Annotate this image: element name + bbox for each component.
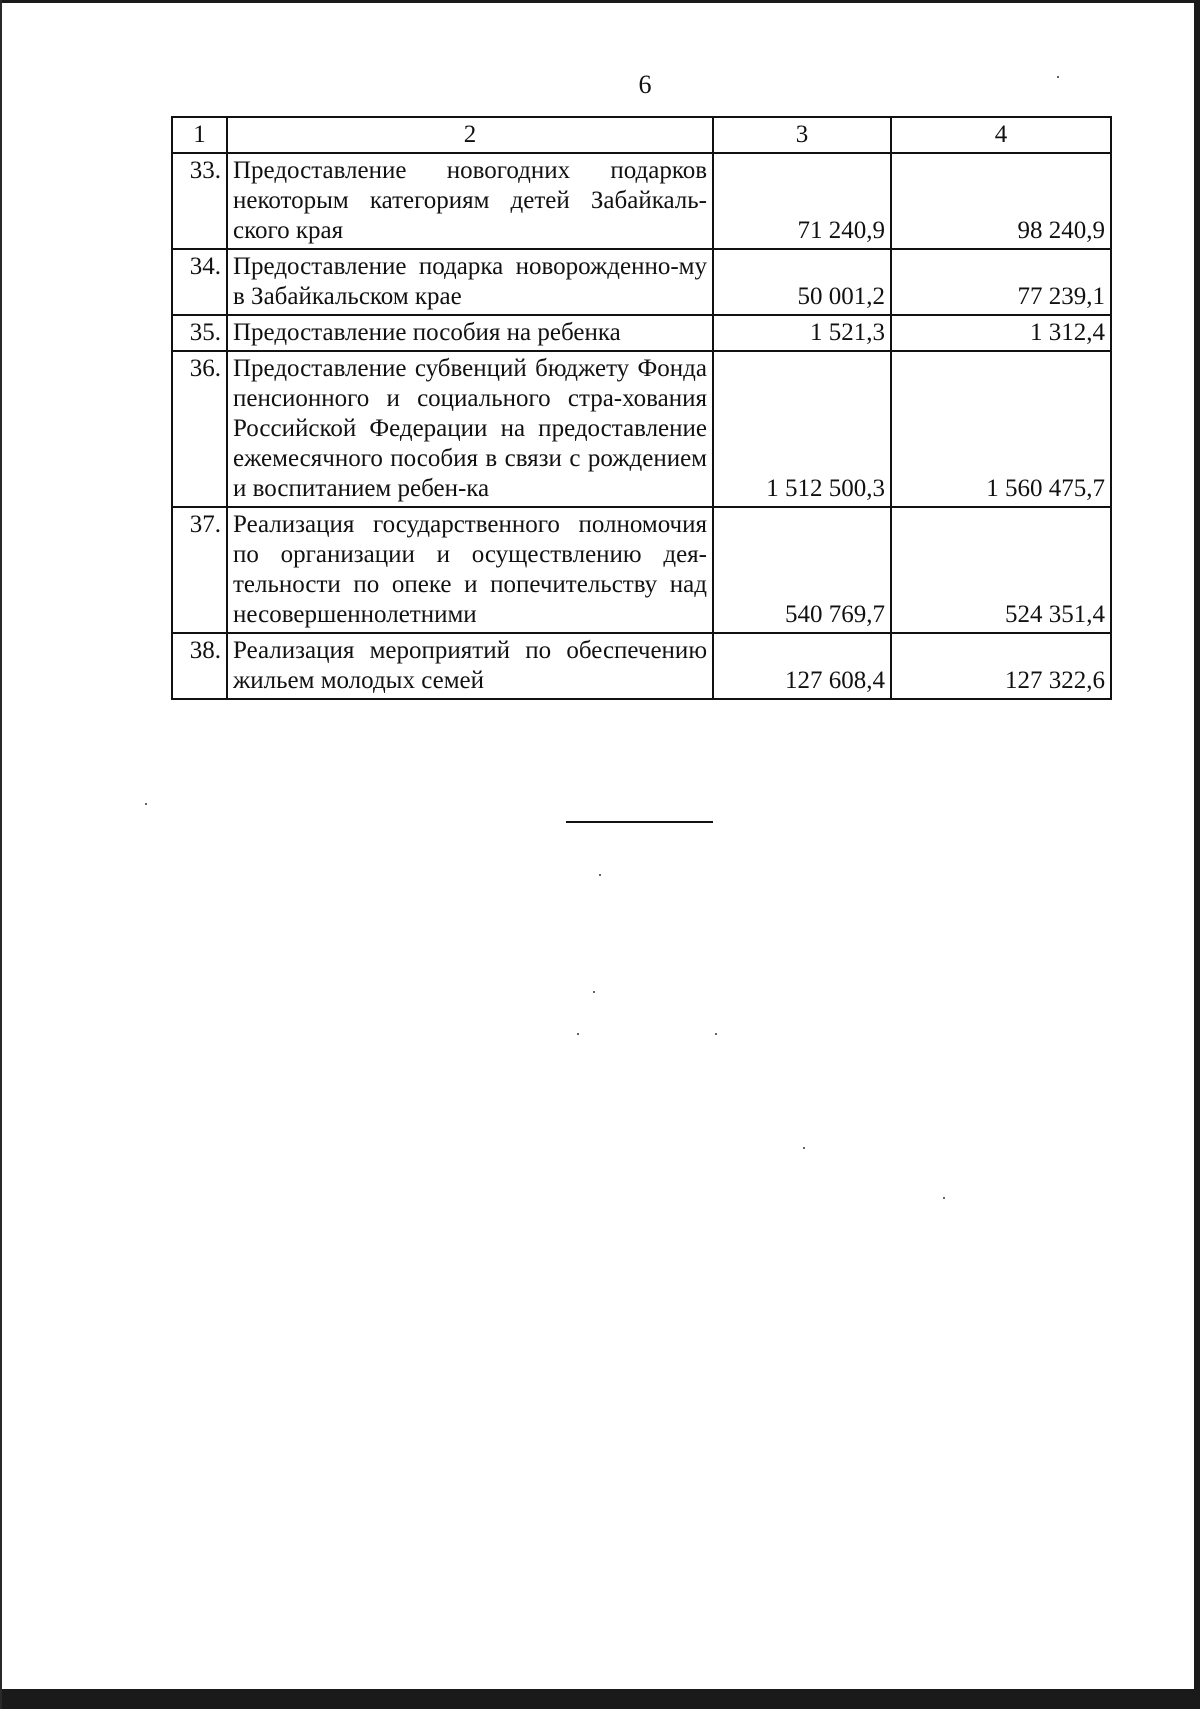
row-description: Реализация государственного полномочия по организации и осуществлению дея-тельности по опеке и попечительству над несовершеннолетними bbox=[227, 507, 713, 633]
scan-border-right bbox=[1194, 0, 1200, 1709]
header-col-4: 4 bbox=[891, 117, 1111, 153]
scan-border-bottom bbox=[0, 1689, 1200, 1709]
row-description: Предоставление субвенций бюджету Фонда пенсионного и социального стра-хования Российской Федерации на предоставление ежемесячного пособия в связи с рождением и воспитанием ребен-ка bbox=[227, 351, 713, 507]
scan-speck bbox=[943, 1197, 945, 1199]
row-value-col3: 540 769,7 bbox=[713, 507, 891, 633]
table-row bbox=[172, 351, 1111, 507]
row-value-col3: 71 240,9 bbox=[713, 153, 891, 249]
scan-speck bbox=[599, 874, 601, 876]
row-value-col4: 77 239,1 bbox=[891, 249, 1111, 315]
table-header-row bbox=[172, 117, 1111, 153]
row-description: Реализация мероприятий по обеспечению жильем молодых семей bbox=[227, 633, 713, 699]
header-col-3: 3 bbox=[713, 117, 891, 153]
row-description: Предоставление подарка новорожденно-му в Забайкальском крае bbox=[227, 249, 713, 315]
scan-speck bbox=[803, 1147, 805, 1149]
row-value-col4: 1 312,4 bbox=[891, 315, 1111, 351]
row-number: 36. bbox=[172, 351, 227, 507]
row-value-col4: 127 322,6 bbox=[891, 633, 1111, 699]
row-number: 35. bbox=[172, 315, 227, 351]
table-row bbox=[172, 507, 1111, 633]
table-row bbox=[172, 153, 1111, 249]
row-description: Предоставление пособия на ребенка bbox=[227, 315, 713, 351]
row-value-col4: 98 240,9 bbox=[891, 153, 1111, 249]
row-number: 37. bbox=[172, 507, 227, 633]
scan-speck bbox=[593, 991, 595, 993]
row-value-col4: 524 351,4 bbox=[891, 507, 1111, 633]
header-col-2: 2 bbox=[227, 117, 713, 153]
row-value-col3: 1 512 500,3 bbox=[713, 351, 891, 507]
table-row bbox=[172, 633, 1111, 699]
table-row bbox=[172, 249, 1111, 315]
end-separator-line bbox=[566, 821, 713, 823]
budget-table bbox=[171, 116, 1112, 700]
scan-speck bbox=[145, 803, 147, 805]
row-value-col3: 50 001,2 bbox=[713, 249, 891, 315]
row-value-col3: 1 521,3 bbox=[713, 315, 891, 351]
table-row bbox=[172, 315, 1111, 351]
scan-speck bbox=[577, 1033, 579, 1035]
row-number: 34. bbox=[172, 249, 227, 315]
row-description: Предоставление новогодних подарков некоторым категориям детей Забайкаль-ского края bbox=[227, 153, 713, 249]
header-col-1: 1 bbox=[172, 117, 227, 153]
row-value-col4: 1 560 475,7 bbox=[891, 351, 1111, 507]
scan-border-left bbox=[0, 0, 2, 1709]
scan-speck bbox=[1057, 76, 1059, 78]
scan-border-top bbox=[0, 0, 1200, 3]
page-number: 6 bbox=[638, 70, 652, 99]
row-value-col3: 127 608,4 bbox=[713, 633, 891, 699]
scan-speck bbox=[715, 1033, 717, 1035]
row-number: 33. bbox=[172, 153, 227, 249]
row-number: 38. bbox=[172, 633, 227, 699]
